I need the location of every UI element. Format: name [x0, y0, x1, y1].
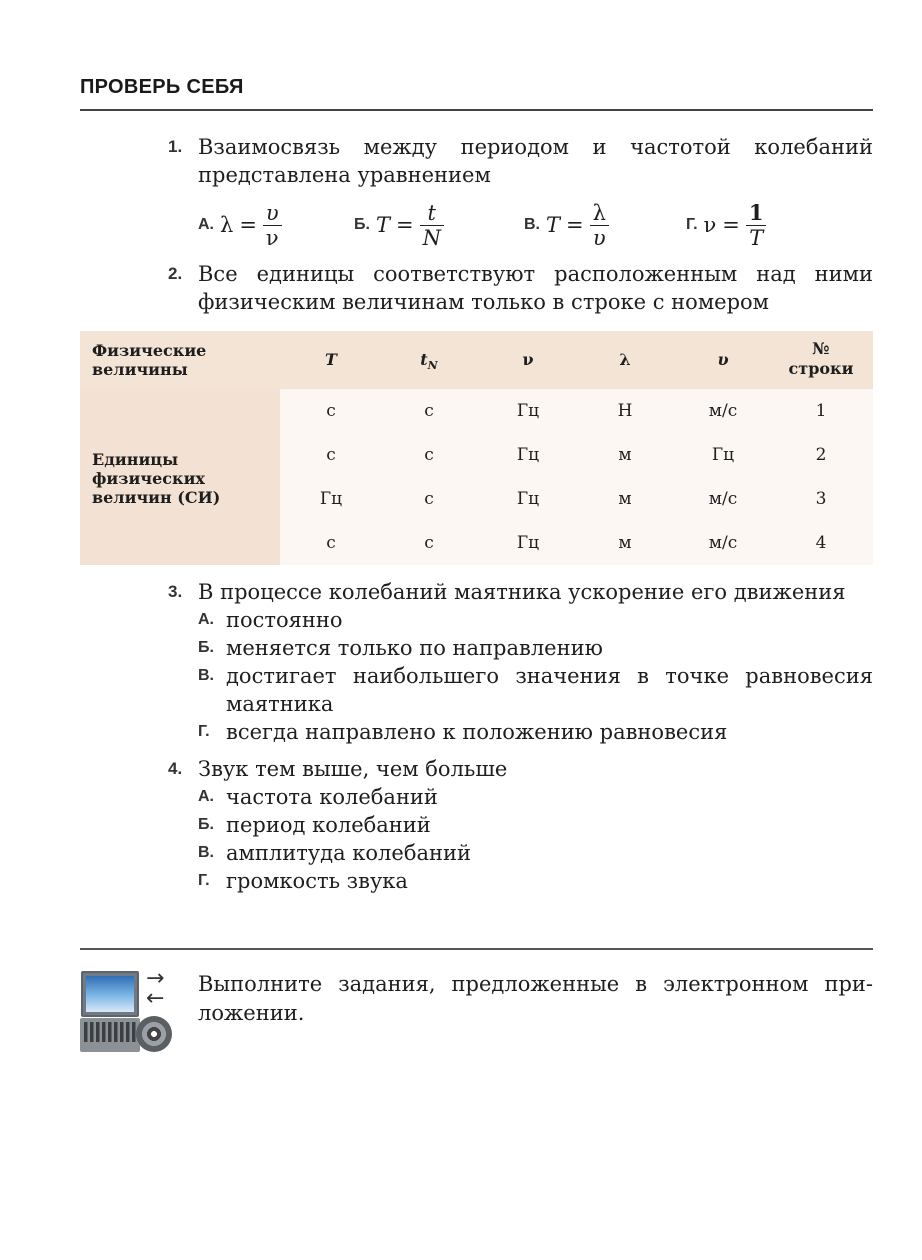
question-text: Взаимосвязь между периодом и частотой колебаний представлена уравнением [198, 135, 873, 187]
table-cell: Гц [319, 489, 343, 509]
fraction [263, 202, 282, 249]
answer-option-c[interactable] [198, 839, 873, 867]
question-text: Звук тем выше, чем больше [198, 757, 508, 781]
laptop-disc-icon [80, 968, 172, 1054]
header-T: T [325, 350, 337, 369]
answer-option-d[interactable] [198, 867, 873, 895]
table-cell: с [326, 401, 336, 421]
table-cell: Н [617, 401, 633, 421]
answer-text: постоянно [226, 608, 343, 632]
question-text: Все единицы соответствуют расположенным над ними физическим величинам только в строке с номером [198, 262, 873, 314]
section-heading: ПРОВЕРЬ СЕБЯ [80, 76, 244, 98]
answer-text: всегда направлено к положению равновесия [226, 720, 728, 744]
header-line: № [812, 339, 830, 358]
formula-lhs: T [546, 213, 561, 237]
question-2 [168, 260, 873, 316]
header-line: строки [788, 359, 854, 378]
question-text: В процессе колебаний маятника ускорение его движения [198, 580, 846, 604]
equals-sign: = [722, 213, 740, 237]
header-nu: ν [522, 350, 534, 369]
question-number: 4. [168, 759, 183, 778]
answer-option-a[interactable] [198, 606, 873, 634]
table-cell: м/с [708, 533, 738, 553]
answer-letter: В. [198, 844, 214, 861]
fraction-numerator: 1 [748, 199, 764, 225]
laptop-keyboard [80, 1018, 140, 1052]
table-cell: м/с [708, 489, 738, 509]
answer-text: меняется только по направлению [226, 636, 603, 660]
table-cell: м [618, 489, 632, 509]
bottom-divider [80, 948, 873, 950]
answer-a-formula[interactable] [198, 198, 282, 252]
label-line: величин (СИ) [92, 488, 221, 507]
answer-letter: А. [198, 788, 214, 805]
table-body [280, 389, 873, 565]
answer-text: период колебаний [226, 813, 431, 837]
table-cell: с [326, 445, 336, 465]
question-number: 1. [168, 137, 183, 156]
fraction-denominator: T [746, 225, 766, 249]
answer-letter: Б. [198, 639, 214, 656]
table-cell: м [618, 445, 632, 465]
table-cell: с [424, 401, 434, 421]
table-cell: Гц [516, 489, 540, 509]
fraction [590, 202, 609, 249]
answer-d-formula[interactable] [686, 198, 767, 252]
header-t: t [420, 350, 428, 369]
fraction [420, 202, 444, 249]
question-3 [168, 578, 873, 746]
answer-letter: В. [524, 216, 540, 233]
answer-options [198, 606, 873, 746]
row-number: 4 [815, 533, 827, 553]
formula-lhs: λ [220, 213, 234, 237]
header-v: υ [717, 350, 729, 369]
answer-c-formula[interactable] [524, 198, 609, 252]
answer-letter: В. [198, 667, 214, 684]
formula-lhs: T [375, 213, 390, 237]
row-number: 2 [815, 445, 827, 465]
answer-options [198, 783, 873, 895]
answer-option-b[interactable] [198, 811, 873, 839]
answer-letter: Г. [686, 216, 698, 233]
top-divider [80, 109, 873, 111]
answer-text: громкость звука [226, 869, 408, 893]
header-t-subscript: N [427, 359, 438, 373]
answer-letter: А. [198, 216, 214, 233]
fraction-numerator: υ [265, 200, 279, 225]
label-line: физических [92, 469, 205, 488]
arrow-right-icon: → [146, 966, 165, 991]
label-line: Единицы [92, 450, 179, 469]
table-cell: с [424, 533, 434, 553]
answer-letter: Г. [198, 723, 210, 740]
answer-letter: Б. [354, 216, 370, 233]
equals-sign: = [395, 213, 414, 237]
answer-text: частота колебаний [226, 785, 438, 809]
answer-option-d[interactable] [198, 718, 873, 746]
table-cell: с [424, 489, 434, 509]
equals-sign: = [239, 213, 257, 237]
fraction-denominator: υ [590, 225, 609, 249]
row-number: 1 [815, 401, 827, 421]
equals-sign: = [566, 213, 584, 237]
disc-icon [136, 1016, 172, 1052]
laptop-screen [81, 971, 139, 1017]
question-number: 3. [168, 582, 183, 601]
table-cell: с [326, 533, 336, 553]
electronic-appendix-text: Выполните задания, предложенные в электронном при-ложении. [198, 972, 873, 1025]
header-quantities [92, 341, 206, 379]
answer-option-a[interactable] [198, 783, 873, 811]
header-line: Физические [92, 341, 207, 360]
table-cell: с [424, 445, 434, 465]
answer-b-formula[interactable] [354, 198, 444, 252]
formula-lhs: ν [703, 213, 717, 237]
table-cell: Гц [711, 445, 735, 465]
table-cell: Гц [516, 401, 540, 421]
question-1 [168, 133, 873, 189]
row-number: 3 [815, 489, 827, 509]
question-number: 2. [168, 264, 183, 283]
question-4 [168, 755, 873, 895]
fraction [746, 199, 767, 250]
answer-text: амплитуда колебаний [226, 841, 471, 865]
arrow-left-icon: ← [146, 986, 165, 1011]
header-line: величины [92, 360, 188, 379]
header-row-number [789, 339, 854, 379]
table-cell: м [618, 533, 632, 553]
table-cell: Гц [516, 533, 540, 553]
table-cell: Гц [516, 445, 540, 465]
header-lambda: λ [619, 350, 631, 369]
answer-text: достигает наибольшего значения в точке равновесия маятника [226, 664, 873, 716]
table-cell: м/с [708, 401, 738, 421]
body-units-label [92, 450, 220, 507]
units-table [80, 331, 873, 565]
question-1-answers [198, 198, 878, 252]
answer-letter: Б. [198, 816, 214, 833]
answer-letter: А. [198, 611, 214, 628]
fraction-numerator: λ [592, 200, 606, 225]
header-tN [420, 350, 437, 372]
fraction-denominator: N [420, 225, 444, 249]
answer-option-c[interactable] [198, 662, 873, 718]
answer-option-b[interactable] [198, 634, 873, 662]
fraction-numerator: t [427, 200, 436, 225]
answer-letter: Г. [198, 872, 210, 889]
fraction-denominator: ν [263, 225, 282, 249]
